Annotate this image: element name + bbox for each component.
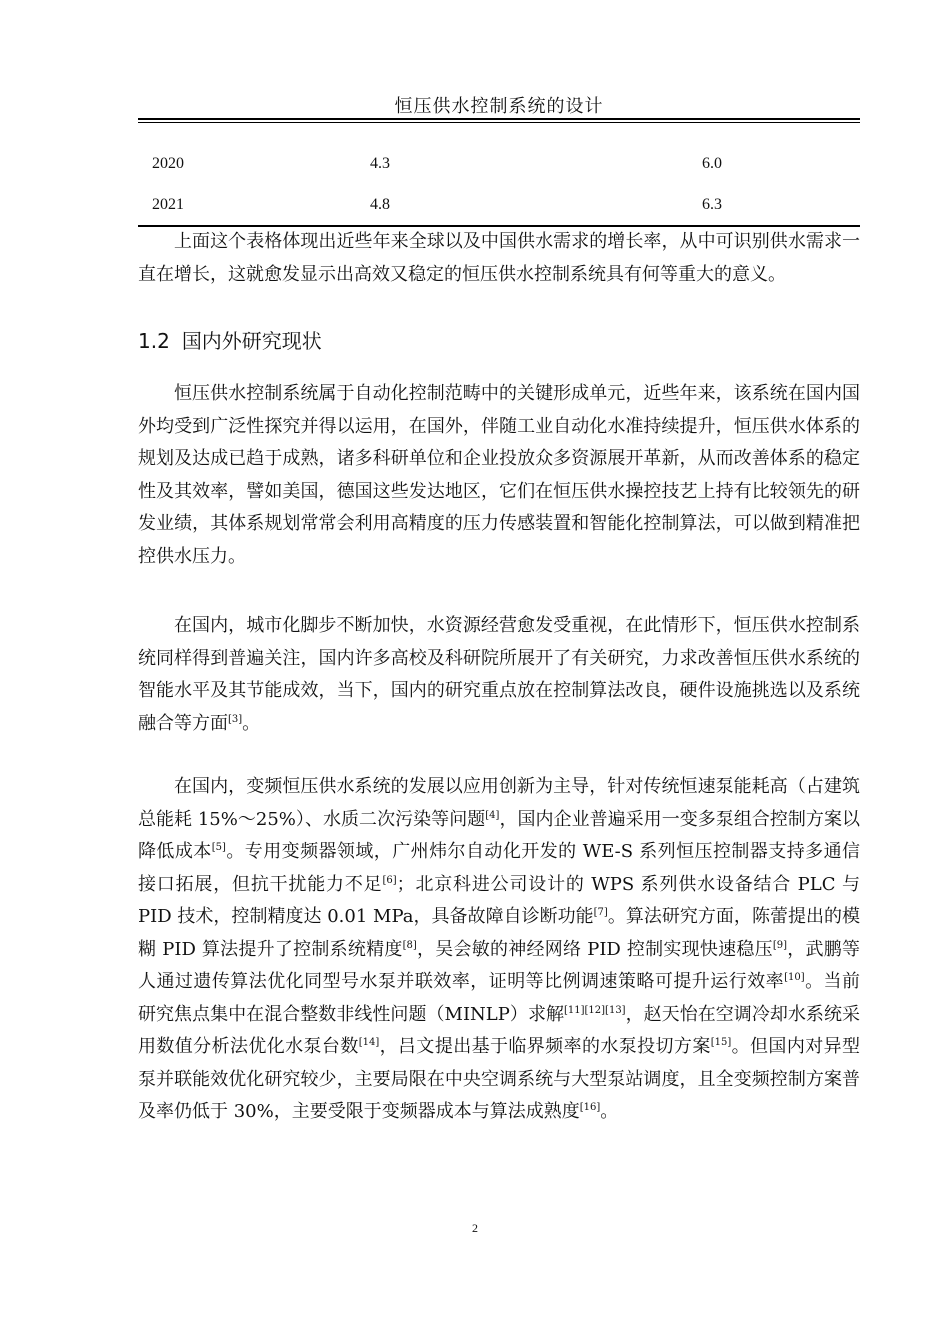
citation: [14]: [358, 1037, 380, 1048]
paragraph-text: ，武鹏等人通过遗传算法优化同型号水泵并联效率，证明等比例调速策略可提升运行效率: [138, 938, 860, 992]
growth-rate-table: [138, 143, 860, 227]
citation: [11][12][13]: [564, 1004, 626, 1016]
table-cell-china-rate: 6.3: [702, 184, 860, 226]
paragraph-1: 恒压供水控制系统属于自动化控制范畴中的关键形成单元，近些年来，该系统在国内国外均受到广泛性探究并得以运用，在国外，伴随工业自动化水准持续提升，恒压供水体系的规划及达成已趋于成熟，诸多科研单位和企业投放众多资源展开革新，从而改善体系的稳定性及其效率，譬如美国，德国这些发达地区，它们在恒压供水操控技艺上持有比较领先的研发业绩，其体系规划常常会利用高精度的压力传感装置和智能化控制算法，可以做到精准把控供水压力。: [138, 383, 860, 567]
section-heading: [138, 325, 322, 354]
paragraph-text: 。: [242, 712, 261, 734]
paragraph-text: ，吴会敏的神经网络 PID 控制实现快速稳压: [416, 938, 773, 960]
paragraph-text: 。: [600, 1101, 619, 1122]
paragraph-text: 在国内，城市化脚步不断加快，水资源经营愈发受重视，在此情形下，恒压供水控制系统同样得到普遍关注，国内许多高校及科研院所展开了有关研究，力求改善恒压供水系统的智能水平及其节能成效，当下，国内的研究重点放在控制算法改良，硬件设施挑选以及系统融合等方面: [138, 615, 860, 734]
running-header: 恒压供水控制系统的设计: [394, 96, 604, 117]
paragraph-text: 在国内，变频恒压供水系统的发展以应用创新为主导，针对传统恒速泵能耗高（占建筑总能耗 15%～25%）、水质二次污染等问题: [138, 776, 860, 830]
paragraph-text: 。专用变频器领域，广州炜尔自动化开发的 WE-S 系列恒压控制器支持多通信接口拓展，但抗干扰能力不足: [138, 841, 861, 895]
table-cell-china-rate: 6.0: [702, 154, 722, 172]
citation: [7]: [593, 907, 608, 918]
table-row: [138, 143, 860, 184]
paragraph-text: 。但国内对异型泵并联能效优化研究较少，主要局限在中央空调系统与大型泵站调度，且全变频控制方案普及率仍低于 30%，主要受限于变频器成本与算法成熟度: [138, 1036, 861, 1122]
table-cell-global-rate: 4.3: [370, 154, 390, 172]
section-title: 国内外研究现状: [181, 329, 322, 353]
citation: [4]: [485, 809, 500, 821]
citation: [6]: [382, 874, 397, 886]
citation: [9]: [772, 939, 787, 951]
citation: [16]: [579, 1102, 601, 1113]
paragraph-text: 。当前研究焦点集中在混合整数非线性问题（MINLP）求解: [138, 971, 861, 1025]
citation: [3]: [228, 713, 243, 725]
intro-paragraph: 上面这个表格体现出近些年来全球以及中国供水需求的增长率，从中可识别供水需求一直在增长，这就愈发显示出高效又稳定的恒压供水控制系统具有何等重大的意义。: [138, 231, 860, 285]
paragraph-text: 。算法研究方面，陈蕾提出的模糊 PID 算法提升了控制系统精度: [138, 906, 861, 960]
citation: [8]: [402, 939, 417, 951]
paragraph-text: ；北京科进公司设计的 WPS 系列供水设备结合 PLC 与 PID 技术，控制精度达 0.01 MPa，具备故障自诊断功能: [138, 873, 861, 927]
table-cell-global-rate: 4.8: [370, 184, 702, 226]
section-number: 1.2: [138, 329, 170, 353]
table-cell-year: 2020: [152, 154, 184, 172]
citation: [15]: [710, 1037, 732, 1048]
paragraph-text: ，国内企业普遍采用一变多泵组合控制方案以降低成本: [138, 808, 860, 862]
table-row: [138, 184, 860, 226]
paragraph-2: [138, 610, 860, 740]
header-rule-thin: [138, 122, 860, 123]
header-rule: [138, 118, 860, 120]
paragraph-3: [138, 771, 860, 1129]
paragraph-text: ，赵天怡在空调冷却水系统采用数值分析法优化水泵台数: [138, 1003, 860, 1057]
paragraph-text: ，吕文提出基于临界频率的水泵投切方案: [379, 1036, 711, 1057]
page-number: 2: [472, 1221, 478, 1235]
citation: [5]: [211, 842, 226, 853]
citation: [10]: [784, 972, 805, 983]
table-cell-year: 2021: [138, 184, 370, 226]
